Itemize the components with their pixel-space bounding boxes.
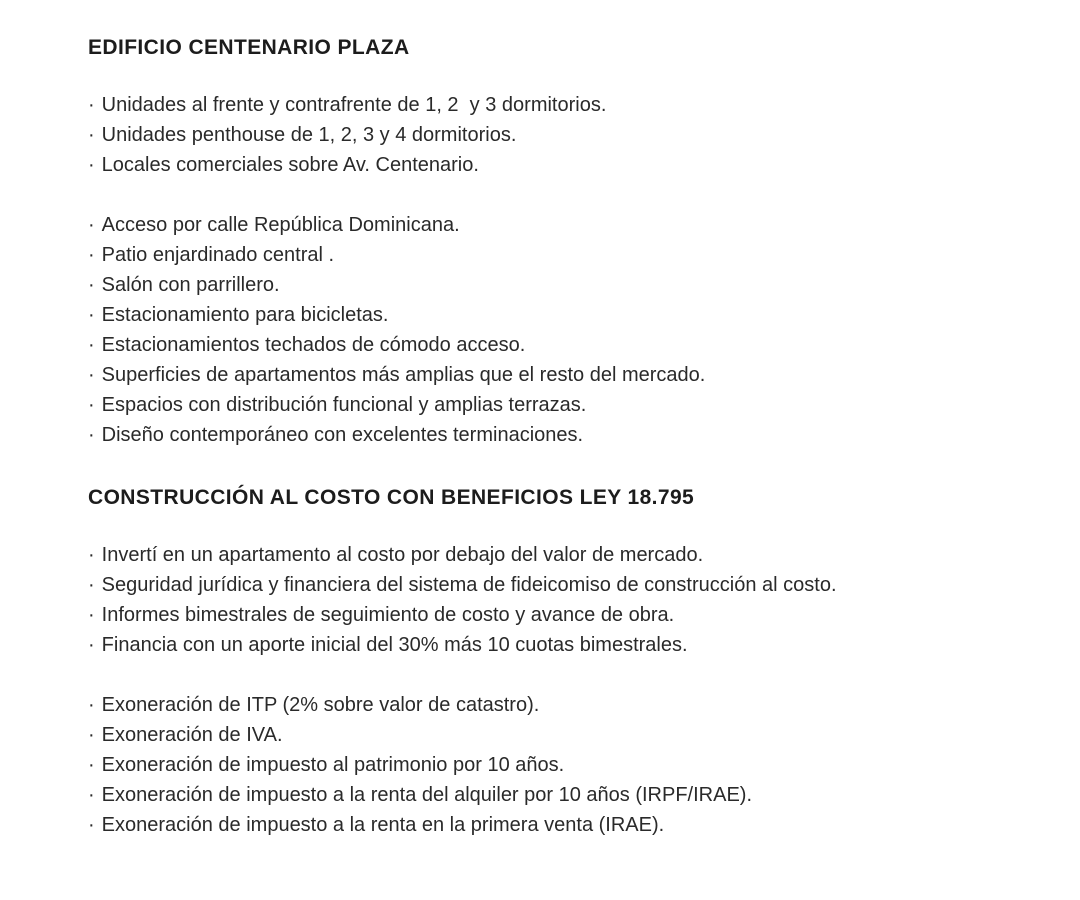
list-item-text: Informes bimestrales de seguimiento de costo y avance de obra. xyxy=(101,604,675,626)
bullet-glyph: · xyxy=(88,334,95,356)
list-item-text: Seguridad jurídica y financiera del sistema de fideicomiso de construcción al costo. xyxy=(101,574,837,596)
list-item-text: Invertí en un apartamento al costo por debajo del valor de mercado. xyxy=(101,544,704,566)
bullet-glyph: · xyxy=(88,154,95,176)
list-item-text: Unidades al frente y contrafrente de 1, 2 y 3 dormitorios. xyxy=(101,94,607,116)
list-item xyxy=(88,810,898,840)
bullet-glyph: · xyxy=(88,634,95,656)
bullet-glyph: · xyxy=(88,574,95,596)
list-item-text: Exoneración de IVA. xyxy=(101,724,283,746)
list-item xyxy=(88,210,898,240)
list-item-text: Exoneración de impuesto a la renta del alquiler por 10 años (IRPF/IRAE). xyxy=(101,784,753,806)
list-item-text: Financia con un aporte inicial del 30% más 10 cuotas bimestrales. xyxy=(101,634,688,656)
list-item-text: Exoneración de impuesto al patrimonio por 10 años. xyxy=(101,754,565,776)
list-item xyxy=(88,540,898,570)
list-item-text: Superficies de apartamentos más amplias que el resto del mercado. xyxy=(101,364,706,386)
list-item xyxy=(88,720,898,750)
bullet-glyph: · xyxy=(88,124,95,146)
bullet-glyph: · xyxy=(88,694,95,716)
bullet-glyph: · xyxy=(88,754,95,776)
bullet-glyph: · xyxy=(88,364,95,386)
list-item xyxy=(88,300,898,330)
bullet-glyph: · xyxy=(88,544,95,566)
bullet-glyph: · xyxy=(88,274,95,296)
list-item-text: Estacionamientos techados de cómodo acceso. xyxy=(101,334,526,356)
bullet-glyph: · xyxy=(88,424,95,446)
list-item xyxy=(88,330,898,360)
list-item-text: Exoneración de ITP (2% sobre valor de catastro). xyxy=(101,694,540,716)
list-item xyxy=(88,570,898,600)
list-item xyxy=(88,90,898,120)
bullet-glyph: · xyxy=(88,214,95,236)
section-heading-construccion: CONSTRUCCIÓN AL COSTO CON BENEFICIOS LEY 18.795 xyxy=(88,486,695,509)
list-item xyxy=(88,390,898,420)
bullet-group-inversion xyxy=(88,540,898,660)
list-item xyxy=(88,360,898,390)
document-content xyxy=(88,36,898,840)
list-item xyxy=(88,630,898,660)
section-heading-edificio: EDIFICIO CENTENARIO PLAZA xyxy=(88,36,410,59)
bullet-glyph: · xyxy=(88,94,95,116)
list-item xyxy=(88,240,898,270)
list-item-text: Exoneración de impuesto a la renta en la primera venta (IRAE). xyxy=(101,814,665,836)
bullet-glyph: · xyxy=(88,814,95,836)
list-item-text: Unidades penthouse de 1, 2, 3 y 4 dormitorios. xyxy=(101,124,517,146)
list-item-text: Patio enjardinado central . xyxy=(101,244,335,266)
list-item xyxy=(88,750,898,780)
list-item-text: Estacionamiento para bicicletas. xyxy=(101,304,389,326)
list-item-text: Locales comerciales sobre Av. Centenario. xyxy=(101,154,479,176)
bullet-glyph: · xyxy=(88,784,95,806)
list-item xyxy=(88,420,898,450)
list-item xyxy=(88,150,898,180)
bullet-group-unidades xyxy=(88,90,898,180)
bullet-glyph: · xyxy=(88,394,95,416)
list-item-text: Espacios con distribución funcional y amplias terrazas. xyxy=(101,394,587,416)
list-item xyxy=(88,690,898,720)
list-item-text: Acceso por calle República Dominicana. xyxy=(101,214,460,236)
bullet-glyph: · xyxy=(88,604,95,626)
list-item xyxy=(88,600,898,630)
list-item-text: Diseño contemporáneo con excelentes terminaciones. xyxy=(101,424,584,446)
bullet-group-exoneraciones xyxy=(88,690,898,840)
list-item-text: Salón con parrillero. xyxy=(101,274,280,296)
bullet-glyph: · xyxy=(88,724,95,746)
list-item xyxy=(88,780,898,810)
bullet-group-amenities xyxy=(88,210,898,450)
list-item xyxy=(88,120,898,150)
bullet-glyph: · xyxy=(88,304,95,326)
list-item xyxy=(88,270,898,300)
bullet-glyph: · xyxy=(88,244,95,266)
